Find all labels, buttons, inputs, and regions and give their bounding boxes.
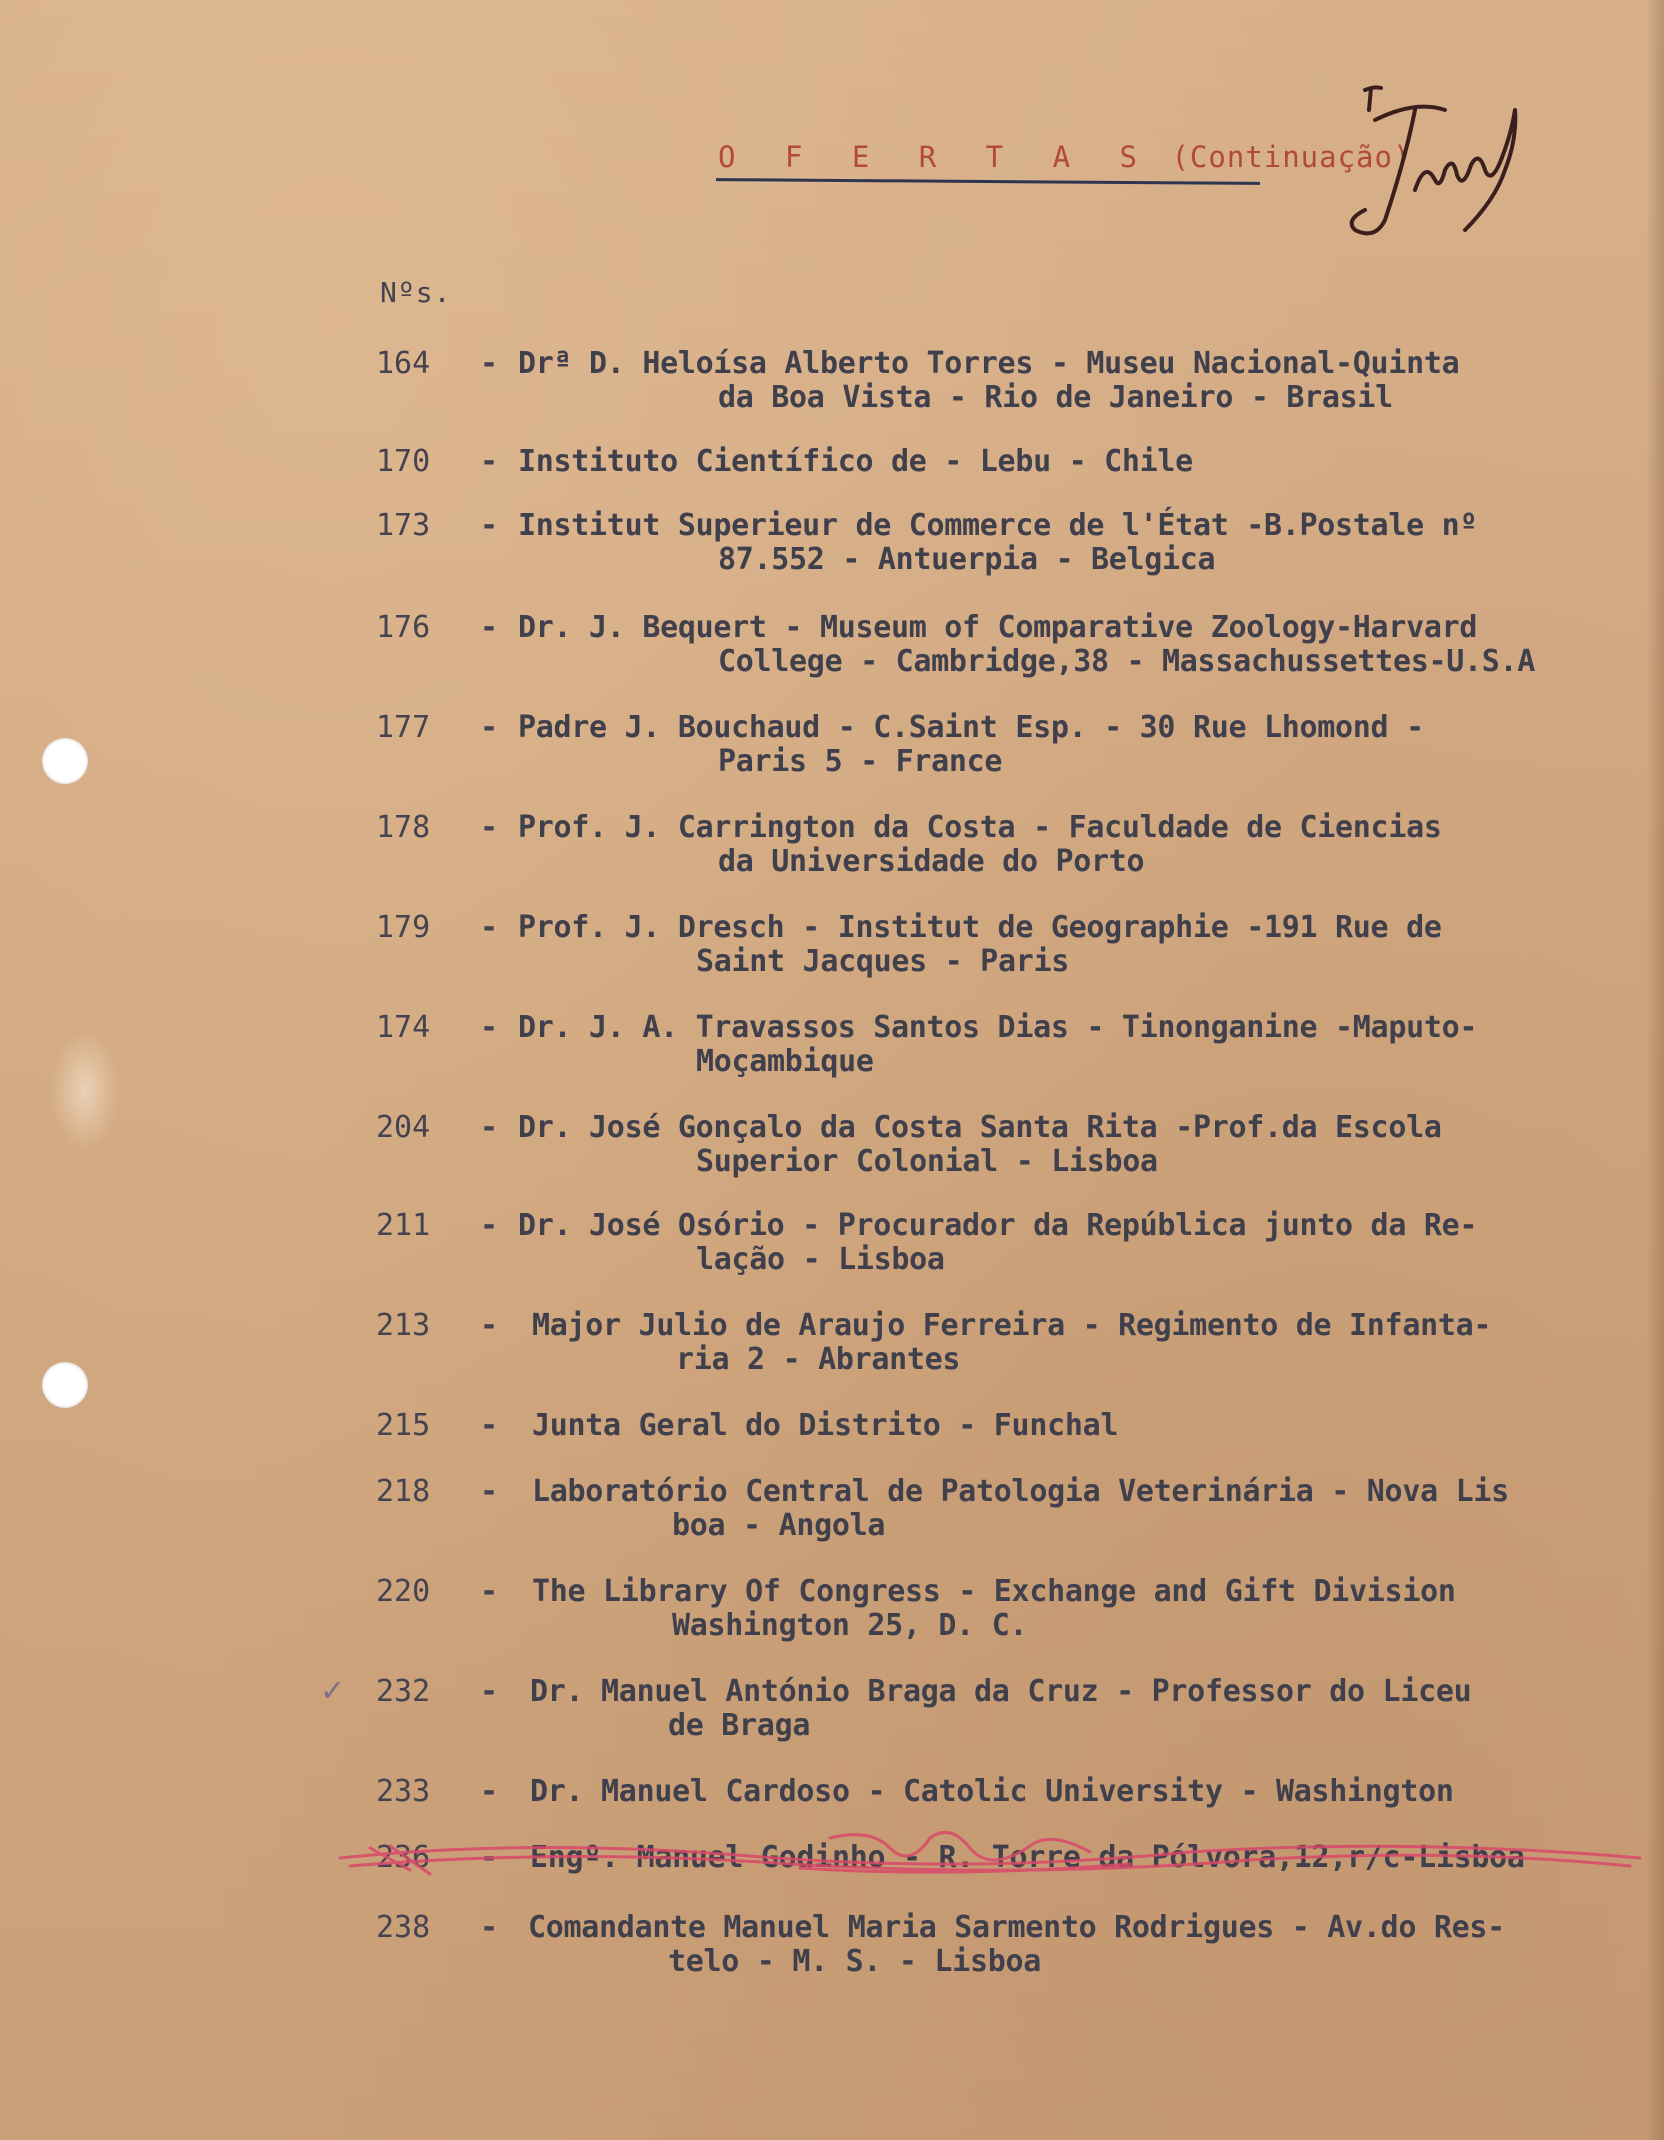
list-item	[0, 444, 1664, 516]
entry-number: 170	[376, 444, 431, 479]
list-item	[0, 710, 1664, 782]
entry-line-1: Dr. J. A. Travassos Santos Dias - Tinonganine -Maputo-	[518, 1010, 1478, 1045]
entry-number: 174	[376, 1010, 431, 1045]
entry-dash: -	[480, 1208, 499, 1243]
entry-dash: -	[480, 1574, 499, 1609]
entry-line-1: Prof. J. Dresch - Institut de Geographie -191 Rue de	[518, 910, 1442, 945]
entry-number: 179	[376, 910, 431, 945]
entry-line-2: Superior Colonial - Lisboa	[696, 1144, 1158, 1179]
list-item	[0, 1110, 1664, 1182]
list-item	[0, 1010, 1664, 1082]
entry-number: 232	[376, 1674, 431, 1709]
entry-dash: -	[480, 910, 499, 945]
list-item	[0, 1208, 1664, 1280]
list-item	[0, 508, 1664, 580]
list-item	[0, 1308, 1664, 1380]
list-item	[0, 1474, 1664, 1546]
entry-line-2: Paris 5 - France	[718, 744, 1003, 779]
entry-line-1: Dr. José Gonçalo da Costa Santa Rita -Prof.da Escola	[518, 1110, 1442, 1145]
red-strikethrough-scribble	[330, 1818, 1650, 1898]
entry-line-2: da Boa Vista - Rio de Janeiro - Brasil	[718, 380, 1393, 415]
entry-number: 215	[376, 1408, 431, 1443]
entry-dash: -	[480, 1774, 499, 1809]
entry-number: 176	[376, 610, 431, 645]
numbers-column-header: Nºs.	[380, 276, 452, 309]
entry-dash: -	[480, 1840, 499, 1875]
entry-line-1: Junta Geral do Distrito - Funchal	[532, 1408, 1119, 1443]
entry-dash: -	[480, 710, 499, 745]
entry-line-2: College - Cambridge,38 - Massachussettes-U.S.A	[718, 644, 1536, 679]
title-subtitle: (Continuação)	[1152, 140, 1412, 174]
entry-dash: -	[480, 508, 499, 543]
entry-line-2: Washington 25, D. C.	[672, 1608, 1028, 1643]
entry-line-1: Prof. J. Carrington da Costa - Faculdade de Ciencias	[518, 810, 1442, 845]
entry-number: 238	[376, 1910, 431, 1945]
list-item	[0, 610, 1664, 682]
entry-dash: -	[480, 810, 499, 845]
page-title	[718, 140, 1411, 174]
entry-line-2: 87.552 - Antuerpia - Belgica	[718, 542, 1216, 577]
list-item	[0, 1670, 1664, 1746]
entry-line-1: The Library Of Congress - Exchange and Gift Division	[532, 1574, 1456, 1609]
entry-line-2: de Braga	[668, 1708, 811, 1743]
entry-dash: -	[480, 1010, 499, 1045]
entry-number: 220	[376, 1574, 431, 1609]
list-item	[0, 1408, 1664, 1480]
entry-line-1: Major Julio de Araujo Ferreira - Regimento de Infanta-	[532, 1308, 1492, 1343]
entry-line-2: da Universidade do Porto	[718, 844, 1145, 879]
entry-line-2: Saint Jacques - Paris	[696, 944, 1069, 979]
list-item	[0, 910, 1664, 982]
entry-dash: -	[480, 346, 499, 381]
entry-line-1: Dr. Manuel António Braga da Cruz - Professor do Liceu	[530, 1674, 1472, 1709]
list-item	[0, 1574, 1664, 1646]
entry-dash: -	[480, 1910, 499, 1945]
entry-number: 178	[376, 810, 431, 845]
entry-line-1: Dr. J. Bequert - Museum of Comparative Zoology-Harvard	[518, 610, 1478, 645]
entry-line-1: Laboratório Central de Patologia Veterinária - Nova Lis	[532, 1474, 1509, 1509]
entry-dash: -	[480, 1308, 499, 1343]
entry-number: 211	[376, 1208, 431, 1243]
entry-line-1: Drª D. Heloísa Alberto Torres - Museu Nacional-Quinta	[518, 346, 1460, 381]
title-main: O F E R T A S	[718, 140, 1153, 174]
entry-dash: -	[480, 444, 499, 479]
entry-line-2: lação - Lisboa	[696, 1242, 945, 1277]
entry-line-2: Moçambique	[696, 1044, 874, 1079]
entry-number: 164	[376, 346, 431, 381]
check-mark-icon: ✓	[322, 1670, 343, 1710]
entry-dash: -	[480, 1674, 499, 1709]
list-item	[0, 346, 1664, 418]
entry-line-1: Engº. Manuel Godinho - R. Torre da Pólvora,12,r/c-Lisboa	[530, 1840, 1525, 1875]
list-item	[0, 1910, 1664, 1982]
entry-number: 213	[376, 1308, 431, 1343]
entry-dash: -	[480, 1474, 499, 1509]
entry-number: 236	[376, 1840, 431, 1875]
list-item	[0, 810, 1664, 882]
entry-dash: -	[480, 1408, 499, 1443]
entry-number: 233	[376, 1774, 431, 1809]
entry-dash: -	[480, 1110, 499, 1145]
handwritten-signature	[1345, 80, 1565, 250]
entry-dash: -	[480, 610, 499, 645]
title-underline	[716, 178, 1260, 185]
entry-number: 218	[376, 1474, 431, 1509]
entry-number: 204	[376, 1110, 431, 1145]
entry-line-2: ria 2 - Abrantes	[676, 1342, 961, 1377]
entry-line-1: Dr. Manuel Cardoso - Catolic University - Washington	[530, 1774, 1454, 1809]
entry-number: 177	[376, 710, 431, 745]
entry-line-2: telo - M. S. - Lisboa	[668, 1944, 1041, 1979]
entry-line-1: Comandante Manuel Maria Sarmento Rodrigues - Av.do Res-	[528, 1910, 1505, 1945]
entry-line-2: boa - Angola	[672, 1508, 886, 1543]
entry-line-1: Instituto Científico de - Lebu - Chile	[518, 444, 1193, 479]
entry-line-1: Dr. José Osório - Procurador da República junto da Re-	[518, 1208, 1478, 1243]
entry-line-1: Institut Superieur de Commerce de l'État -B.Postale nº	[518, 508, 1478, 543]
entry-line-1: Padre J. Bouchaud - C.Saint Esp. - 30 Rue Lhomond -	[518, 710, 1424, 745]
entry-number: 173	[376, 508, 431, 543]
